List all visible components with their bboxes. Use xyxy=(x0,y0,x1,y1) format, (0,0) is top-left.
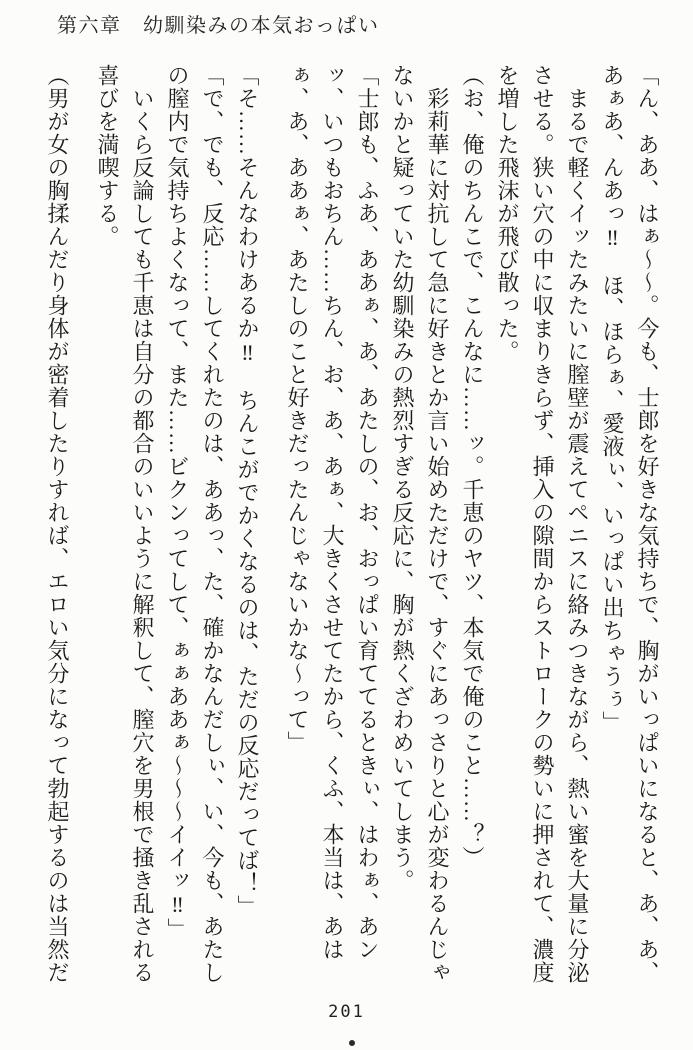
page-number: 201 xyxy=(328,1002,365,1022)
body-text xyxy=(33,64,665,988)
paragraph-9: （男が女の胸揉んだり身体が密着したりすれば、エロい気分になって勃起するのは当然だ xyxy=(45,64,70,984)
page-marker-dot xyxy=(349,1040,355,1046)
paragraph-7: 「で、でも、反応……してくれたのは、ああっ、た、確かなんだしぃ、い、今も、あたしの膣内で気持ちよくなって、また……ビクンってして、ぁぁああぁ～～～イイッ‼」 xyxy=(165,64,225,984)
paragraph-8: いくら反論しても千恵は自分の都合のいいように解釈して、膣穴を男根で掻き乱される喜びを満喫する。 xyxy=(95,64,155,984)
paragraph-6: 「そ……そんなわけあるか‼ ちんこがでかくなるのは、ただの反応だってば！」 xyxy=(235,64,260,918)
paragraph-5: 「士郎も、ふあ、ああぁ、あ、あたしの、お、おっぱい育ててるときぃ、はわぁ、あンッ、いつもおちん……ちん、お、あ、あぁ、大きくさせてたから、くふ、本当は、あはぁ、あ、ああぁ、あたしのこと好きだったんじゃないかな～って」 xyxy=(285,64,380,961)
paragraph-2: まるで軽くイッたみたいに膣壁が震えてペニスに絡みつきながら、熱い蜜を大量に分泌させる。狭い穴の中に収まりきらず、挿入の隙間からストロークの勢いに押されて、濃度を増した飛沫が飛び散った。 xyxy=(495,64,590,984)
paragraph-4: 彩莉華に対抗して急に好きとか言い始めただけで、すぐにあっさりと心が変わるんじゃないかと疑っていた幼馴染みの熱烈すぎる反応に、胸が熱くざわめいてしまう。 xyxy=(390,64,450,984)
paragraph-1: 「ん、ああ、はぁ～～。今も、士郎を好きな気持ちで、胸がいっぱいになると、あ、あ、あぁあ、んあっ‼ ほ、ほらぁ、愛液ぃ、いっぱい出ちゃうぅ」 xyxy=(600,64,660,984)
chapter-header: 第六章 幼馴染みの本気おっぱい xyxy=(57,15,380,37)
paragraph-3: （お、俺のちんこで、こんなに……ッ。千恵のヤツ、本気で俺のこと……？） xyxy=(460,64,485,869)
